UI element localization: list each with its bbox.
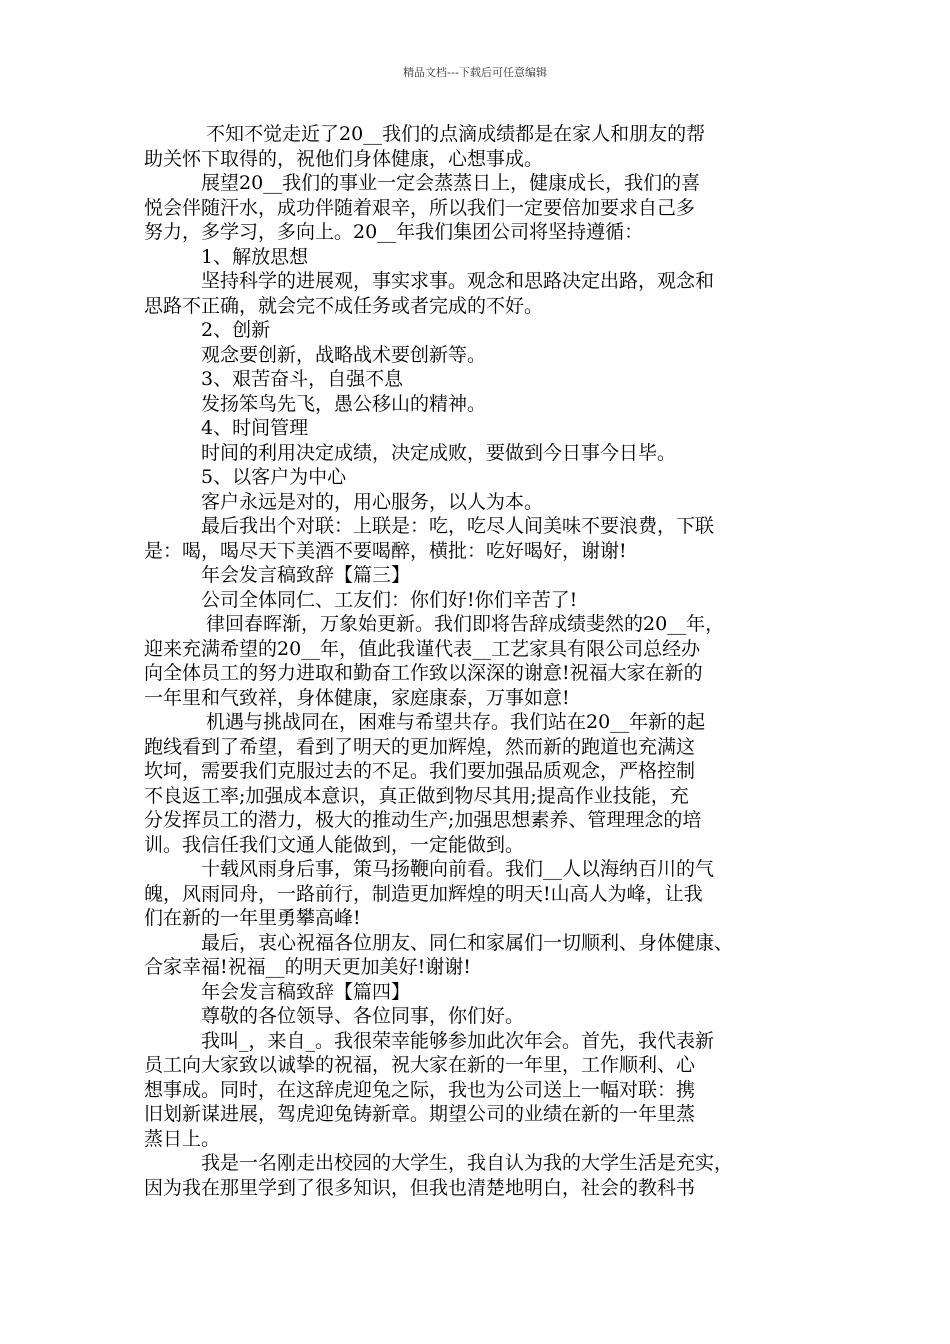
text-line: 最后，衷心祝福各位朋友、同仁和家属们一切顺利、身体健康、	[201, 931, 734, 954]
text-line: 坎坷，需要我们克服过去的不足。我们要加强品质观念，严格控制	[144, 760, 696, 782]
text-line: 迎来充满希望的20__年，值此我谨代表__工艺家具有限公司总经办	[144, 637, 701, 660]
text-line: 蒸日上。	[144, 1127, 221, 1150]
text-line: 助关怀下取得的，祝他们身体健康，心想事成。	[144, 147, 544, 170]
text-line: 是：喝，喝尽天下美酒不要喝醉，横批：吃好喝好，谢谢!	[144, 539, 627, 562]
text-line: 2、创新	[201, 319, 271, 341]
text-line: 不良返工率;加强成本意识，真正做到物尽其用;提高作业技能，充	[144, 784, 689, 807]
text-line: 最后我出个对联：上联是：吃，吃尽人间美味不要浪费，下联	[201, 515, 715, 537]
text-line: 们在新的一年里勇攀高峰!	[144, 907, 361, 929]
text-line: 观念要创新，战略战术要创新等。	[201, 343, 487, 366]
text-line: 年会发言稿致辞【篇三】	[201, 564, 411, 586]
text-line: 思路不正确，就会完不成任务或者完成的不好。	[144, 294, 544, 317]
text-line: 想事成。同时，在这辞虎迎兔之际，我也为公司送上一幅对联：携	[144, 1078, 696, 1101]
text-line: 3、艰苦奋斗，自强不息	[201, 368, 404, 390]
document-body	[144, 122, 812, 1200]
text-line: 机遇与挑战同在，困难与希望共存。我们站在20__年新的起	[206, 711, 706, 733]
text-line: 公司全体同仁、工友们：你们好!你们辛苦了!	[201, 588, 578, 611]
text-line: 合家幸福!祝福__的明天更加美好!谢谢!	[144, 956, 471, 978]
text-line: 跑线看到了希望，看到了明天的更加辉煌，然而新的跑道也充满这	[144, 735, 696, 758]
text-line: 魄，风雨同舟，一路前行，制造更加辉煌的明天!山高人为峰，让我	[144, 882, 703, 905]
text-line: 时间的利用决定成绩，决定成败，要做到今日事今日毕。	[201, 441, 677, 464]
page-header: 精品文档---下载后可任意编辑	[403, 66, 547, 79]
text-line: 客户永远是对的，用心服务，以人为本。	[201, 490, 544, 513]
text-line: 坚持科学的进展观，事实求事。观念和思路决定出路，观念和	[201, 270, 715, 292]
text-line: 努力，多学习，多向上。20__年我们集团公司将坚持遵循：	[144, 221, 644, 243]
text-line: 旧划新谋进展，驾虎迎兔铸新章。期望公司的业绩在新的一年里蒸	[144, 1103, 696, 1125]
text-line: 十载风雨身后事，策马扬鞭向前看。我们__人以海纳百川的气	[201, 858, 715, 880]
text-line: 训。我信任我们文通人能做到，一定能做到。	[144, 833, 525, 856]
text-line: 因为我在那里学到了很多知识，但我也清楚地明白，社会的教科书	[144, 1176, 696, 1199]
text-line: 我是一名刚走出校园的大学生，我自认为我的大学生活是充实，	[201, 1152, 734, 1174]
text-line: 展望20__我们的事业一定会蒸蒸日上，健康成长，我们的喜	[201, 172, 701, 194]
text-line: 一年里和气致祥，身体健康，家庭康泰，万事如意!	[144, 686, 570, 709]
text-line: 发扬笨鸟先飞，愚公移山的精神。	[201, 392, 487, 415]
text-line: 分发挥员工的潜力，极大的推动生产;加强思想素养、管理理念的培	[144, 809, 702, 831]
text-line: 向全体员工的努力进取和勤奋工作致以深深的谢意!祝福大家在新的	[144, 662, 703, 684]
text-line: 尊敬的各位领导、各位同事，你们好。	[201, 1005, 525, 1027]
text-line: 员工向大家致以诚挚的祝福，祝大家在新的一年里，工作顺利、心	[144, 1054, 696, 1076]
text-line: 律回春晖渐，万象始更新。我们即将告辞成绩斐然的20__年，	[206, 613, 725, 635]
text-line: 5、以客户为中心	[201, 466, 347, 488]
text-line: 年会发言稿致辞【篇四】	[201, 980, 411, 1003]
text-line: 悦会伴随汗水，成功伴随着艰辛，所以我们一定要倍加要求自己多	[144, 196, 696, 219]
text-line: 1、解放思想	[201, 245, 309, 268]
text-line: 不知不觉走近了20__我们的点滴成绩都是在家人和朋友的帮	[206, 123, 706, 145]
text-line: 我叫_，来自_。我很荣幸能够参加此次年会。首先，我代表新	[201, 1029, 715, 1052]
text-line: 4、时间管理	[201, 417, 309, 439]
